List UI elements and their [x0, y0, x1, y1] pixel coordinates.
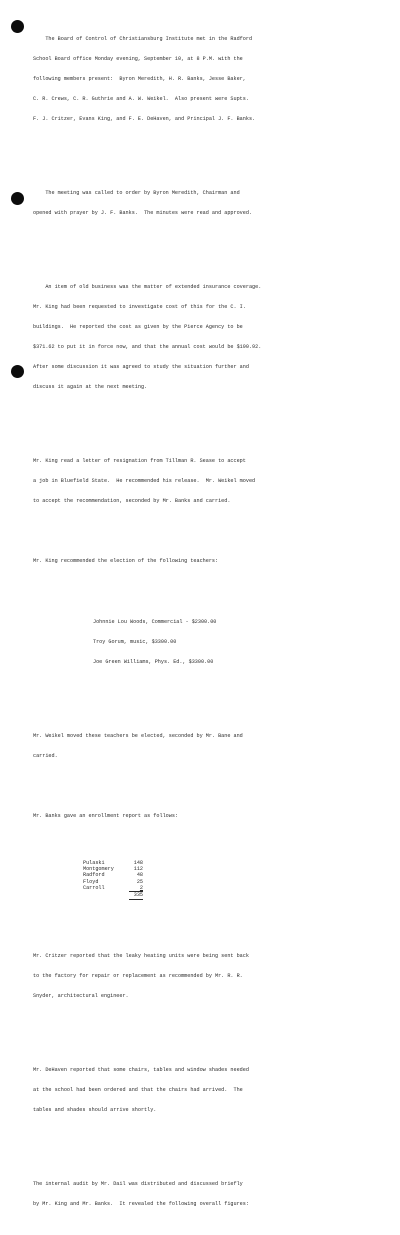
- county-count: 148: [133, 859, 143, 866]
- county-name: Radford: [83, 872, 105, 879]
- paragraph-attendance: The Board of Control of Christiansburg Institute met in the Radford School Board office Monday evening, September 10, at 8 P.M. with the following members present: Byron Meredith, H. R. Banks, Jesse Baker, C. R. Crews, C. R. Guthrie and A. W. Weikel. Also present were Supts. F. J. Critzer, Evans King, and F. E. DeHaven, and Principal J. F. Banks.: [33, 35, 256, 122]
- teacher-list-item: Joe Green Williams, Phys. Ed., $3300.00: [93, 658, 214, 665]
- county-name: Pulaski: [83, 859, 105, 866]
- paragraph-teacher-recommendation: Mr. King recommended the election of the following teachers:: [33, 558, 219, 565]
- minutes-document: [33, 2, 396, 1235]
- teacher-list-item: Johnnie Lou Woods, Commercial - $2300.00: [93, 618, 217, 625]
- enrollment-total: 335: [129, 892, 143, 899]
- paragraph-insurance: An item of old business was the matter of extended insurance coverage. Mr. King had been requested to investigate cost of this for the C. I. buildings. He reported the cost as given by the Pierce Agency to be $371.62 to put it in force now, and that the annual cost would be $190.92. After some discussion it was agreed to study the situation further and discuss it again at the next meeting.: [33, 283, 262, 391]
- table-total-row: [83, 892, 143, 899]
- county-name: Carroll: [83, 885, 105, 892]
- county-count: 48: [136, 872, 143, 879]
- county-name: Floyd: [83, 878, 99, 885]
- binder-hole-icon: [11, 192, 24, 205]
- table-row: [83, 885, 143, 892]
- county-count: 112: [133, 866, 143, 873]
- paragraph-heating-units: Mr. Critzer reported that the leaky heating units were being sent back to the factory for repair or replacement as recommended by Mr. R. R. Snyder, architectural engineer.: [33, 953, 249, 1000]
- binder-hole-icon: [11, 20, 24, 33]
- county-count: 2: [139, 885, 143, 892]
- paragraph-furniture: Mr. DeHaven reported that some chairs, tables and window shades needed at the school had been ordered and that the chairs had arrived. The tables and shades should arrive shortly.: [33, 1067, 249, 1114]
- teacher-list: [33, 605, 396, 679]
- enrollment-table: [83, 860, 143, 900]
- paragraph-enrollment-intro: Mr. Banks gave an enrollment report as follows:: [33, 812, 178, 819]
- paragraph-teacher-election: Mr. Weikel moved these teachers be elected, seconded by Mr. Bane and carried.: [33, 732, 243, 759]
- county-count: 25: [136, 878, 143, 885]
- teacher-list-item: Troy Gorum, music, $3300.00: [93, 638, 177, 645]
- county-name: Montgomery: [83, 866, 114, 873]
- paragraph-resignation: Mr. King read a letter of resignation from Tillman R. Sease to accept a job in Bluefield State. He recommended his release. Mr. Weikel moved to accept the recommendation, seconded by Mr. Banks and carried.: [33, 457, 256, 504]
- binder-hole-icon: [11, 365, 24, 378]
- paragraph-call-to-order: The meeting was called to order by Byron Meredith, Chairman and opened with prayer by J. F. Banks. The minutes were read and approved.: [33, 189, 253, 216]
- paragraph-audit: The internal audit by Mr. Dail was distributed and discussed briefly by Mr. King and Mr. Banks. It revealed the following overall figures:: [33, 1181, 249, 1208]
